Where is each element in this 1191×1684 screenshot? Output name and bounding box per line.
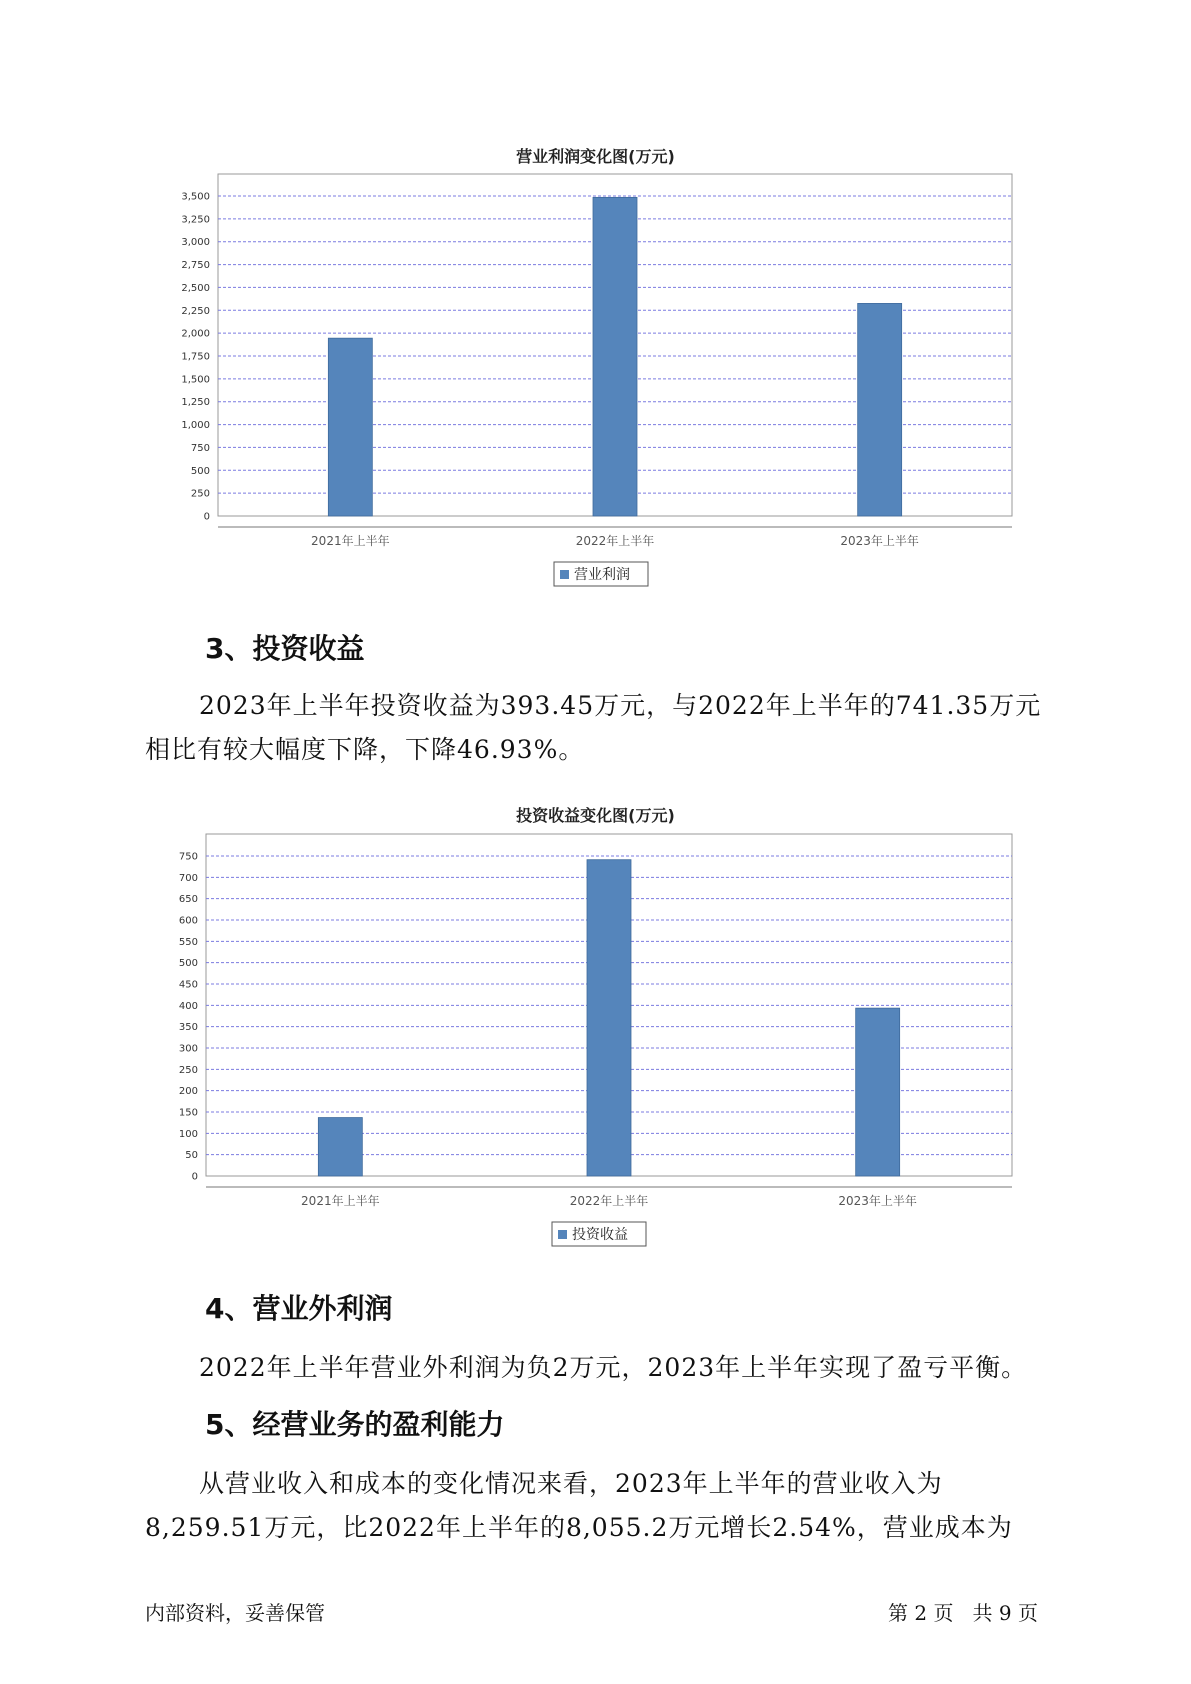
paragraph-profitability <box>145 1462 1045 1550</box>
y-tick-label: 750 <box>190 442 210 454</box>
paragraph-line: 8,259.51万元，比2022年上半年的8,055.2万元增长2.54%，营业成本为 <box>145 1513 1013 1542</box>
footer-page-number: 第 2 页 共 9 页 <box>888 1601 1038 1625</box>
y-tick-label: 600 <box>178 915 198 927</box>
section-heading-investment-income: 3、投资收益 <box>205 632 365 665</box>
chart-title-investment-income: 投资收益变化图(万元) <box>516 806 675 825</box>
bar <box>856 1008 900 1176</box>
y-tick-label: 200 <box>178 1086 198 1098</box>
y-tick-label: 400 <box>178 1000 198 1012</box>
y-tick-label: 350 <box>178 1022 198 1034</box>
y-tick-label: 2,000 <box>181 328 210 340</box>
legend-label: 投资收益 <box>572 1227 628 1243</box>
y-tick-label: 50 <box>185 1150 198 1162</box>
y-tick-label: 2,500 <box>181 282 210 294</box>
footer-confidential-note: 内部资料，妥善保管 <box>145 1601 325 1625</box>
y-tick-label: 100 <box>178 1128 198 1140</box>
paragraph-line: 相比有较大幅度下降，下降46.93%。 <box>145 735 585 764</box>
paragraph-line: 从营业收入和成本的变化情况来看，2023年上半年的营业收入为 <box>199 1469 943 1498</box>
y-tick-label: 250 <box>190 488 210 500</box>
x-tick-label: 2021年上半年 <box>301 1194 380 1208</box>
y-tick-label: 0 <box>203 511 210 523</box>
paragraph-line: 2023年上半年投资收益为393.45万元，与2022年上半年的741.35万元 <box>199 691 1042 720</box>
y-tick-label: 500 <box>178 958 198 970</box>
y-tick-label: 3,000 <box>181 237 210 249</box>
x-tick-label: 2022年上半年 <box>575 534 655 548</box>
y-tick-label: 150 <box>178 1107 198 1119</box>
y-tick-label: 0 <box>191 1171 198 1183</box>
y-tick-label: 300 <box>178 1043 198 1055</box>
section-heading-profitability: 5、经营业务的盈利能力 <box>205 1408 505 1441</box>
x-tick-label: 2023年上半年 <box>838 1194 917 1208</box>
y-tick-label: 550 <box>178 936 198 948</box>
y-tick-label: 250 <box>178 1064 198 1076</box>
y-tick-label: 3,500 <box>181 191 210 203</box>
y-tick-label: 500 <box>190 465 210 477</box>
y-tick-label: 1,250 <box>181 397 210 409</box>
y-tick-label: 2,750 <box>181 260 210 272</box>
paragraph-line: 2022年上半年营业外利润为负2万元，2023年上半年实现了盈亏平衡。 <box>199 1353 1028 1382</box>
section-heading-non-operating-profit: 4、营业外利润 <box>205 1292 393 1325</box>
y-tick-label: 650 <box>178 894 198 906</box>
x-tick-label: 2022年上半年 <box>569 1194 649 1208</box>
y-tick-label: 450 <box>178 979 198 991</box>
x-tick-label: 2023年上半年 <box>840 534 919 548</box>
y-tick-label: 1,000 <box>181 420 210 432</box>
y-tick-label: 3,250 <box>181 214 210 226</box>
chart-title-operating-profit: 营业利润变化图(万元) <box>516 147 675 166</box>
bar <box>587 860 631 1176</box>
bar <box>318 1118 362 1176</box>
legend-label: 营业利润 <box>574 567 630 583</box>
y-tick-label: 1,500 <box>181 374 210 386</box>
legend-swatch <box>558 1230 567 1239</box>
y-tick-label: 750 <box>178 851 198 863</box>
x-tick-label: 2021年上半年 <box>311 534 390 548</box>
y-tick-label: 1,750 <box>181 351 210 363</box>
y-tick-label: 700 <box>178 872 198 884</box>
y-tick-label: 2,250 <box>181 305 210 317</box>
paragraph-non-operating-profit <box>145 1346 1045 1390</box>
